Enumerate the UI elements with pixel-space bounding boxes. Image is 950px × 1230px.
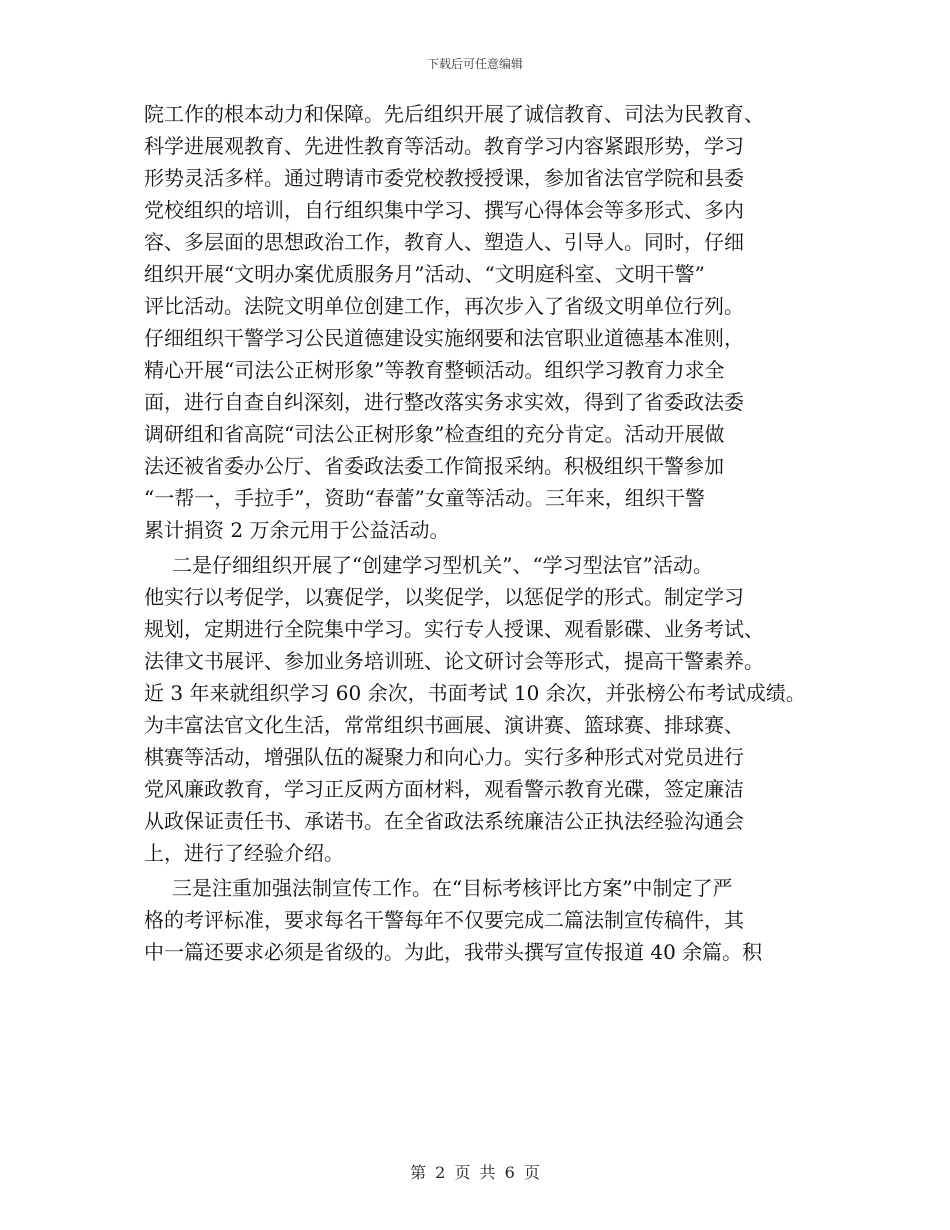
- page-number: 第 2 页 共 6 页: [410, 1163, 540, 1182]
- text-line: 为丰富法官文化生活，常常组织书画展、演讲赛、篮球赛、排球赛、: [144, 713, 744, 737]
- text-line: 党校组织的培训，自行组织集中学习、撰写心得体会等多形式、多内: [144, 198, 744, 222]
- text-line: 上，进行了经验介绍。: [144, 841, 344, 865]
- text-line: 累计捐资 2 万余元用于公益活动。: [144, 518, 450, 542]
- text-line: 党风廉政教育，学习正反两方面材料，观看警示教育光碟，签定廉洁: [144, 777, 744, 801]
- text-line: 他实行以考促学，以赛促学，以奖促学，以惩促学的形式。制定学习: [144, 585, 744, 609]
- text-line: 二是仔细组织开展了“创建学习型机关”、“学习型法官”活动。: [172, 553, 713, 577]
- paragraph: [144, 98, 824, 546]
- text-line: 仔细组织干警学习公民道德建设实施纲要和法官职业道德基本准则，: [144, 326, 744, 350]
- text-line: 法律文书展评、参加业务培训班、论文研讨会等形式，提高干警素养。: [144, 649, 764, 673]
- text-line: 调研组和省高院“司法公正树形象”检查组的充分肯定。活动开展做: [144, 422, 725, 446]
- page-header: 下载后可任意编辑: [426, 57, 523, 71]
- text-line: 面，进行自查自纠深刻，进行整改落实务求实效，得到了省委政法委: [144, 390, 744, 414]
- text-line: 三是注重加强法制宣传工作。在“目标考核评比方案”中制定了严: [172, 876, 733, 900]
- paragraph: [144, 549, 824, 869]
- text-line: 评比活动。法院文明单位创建工作，再次步入了省级文明单位行列。: [144, 294, 744, 318]
- document-body: [144, 98, 824, 968]
- text-line: 科学进展观教育、先进性教育等活动。教育学习内容紧跟形势，学习: [144, 134, 744, 158]
- text-line: 格的考评标准，要求每名干警每年不仅要完成二篇法制宣传稿件，其: [144, 908, 744, 932]
- text-line: 容、多层面的思想政治工作，教育人、塑造人、引导人。同时，仔细: [144, 230, 744, 254]
- text-line: 从政保证责任书、承诺书。在全省政法系统廉洁公正执法经验沟通会: [144, 809, 744, 833]
- text-line: 棋赛等活动，增强队伍的凝聚力和向心力。实行多种形式对党员进行: [144, 745, 744, 769]
- text-line: 中一篇还要求必须是省级的。为此，我带头撰写宣传报道 40 余篇。积: [144, 940, 763, 964]
- text-line: 形势灵活多样。通过聘请市委党校教授授课，参加省法官学院和县委: [144, 166, 744, 190]
- text-line: “一帮一，手拉手”，资助“春蕾”女童等活动。三年来，组织干警: [144, 486, 705, 510]
- paragraph: [144, 872, 824, 968]
- text-line: 组织开展“文明办案优质服务月”活动、“文明庭科室、文明干警”: [144, 262, 705, 286]
- text-line: 法还被省委办公厅、省委政法委工作简报采纳。积极组织干警参加: [144, 454, 724, 478]
- text-line: 院工作的根本动力和保障。先后组织开展了诚信教育、司法为民教育、: [144, 102, 764, 126]
- text-line: 近 3 年来就组织学习 60 余次，书面考试 10 余次，并张榜公布考试成绩。: [144, 681, 806, 705]
- text-line: 规划，定期进行全院集中学习。实行专人授课、观看影碟、业务考试、: [144, 617, 764, 641]
- text-line: 精心开展“司法公正树形象”等教育整顿活动。组织学习教育力求全: [144, 358, 725, 382]
